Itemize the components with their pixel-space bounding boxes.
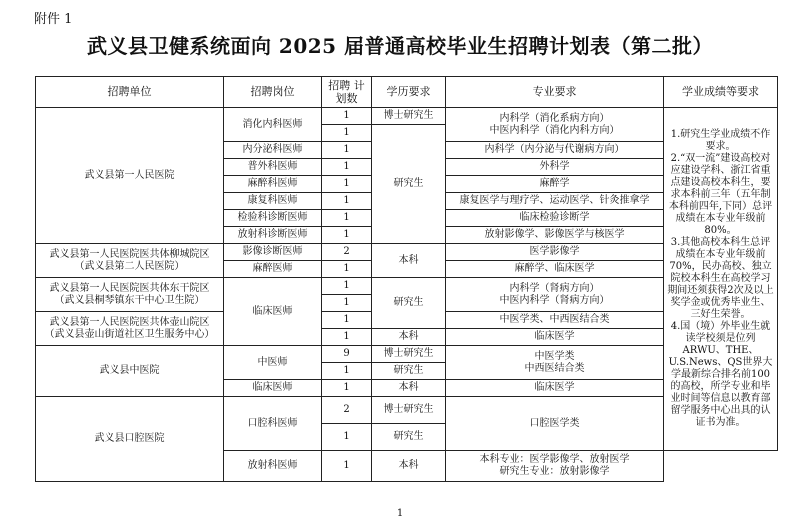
unit-cell: 武义县口腔医院 [36,397,224,482]
post-cell: 放射科诊断医师 [224,227,322,244]
post-cell: 麻醉医师 [224,261,322,278]
major-cell: 临床医学 [446,329,664,346]
count-cell: 2 [322,244,372,261]
major-cell: 内科学（肾病方向） 中医内科学（肾病方向） [446,278,664,312]
edu-cell: 博士研究生 [372,346,446,363]
count-cell: 1 [322,210,372,227]
edu-cell: 研究生 [372,125,446,244]
post-cell: 临床医师 [224,380,322,397]
major-cell: 麻醉学 [446,176,664,193]
post-cell: 康复科医师 [224,193,322,210]
table-header-row [36,77,778,108]
edu-cell: 研究生 [372,363,446,380]
post-cell: 消化内科医师 [224,108,322,142]
count-cell: 1 [322,451,372,482]
edu-cell: 本科 [372,380,446,397]
edu-cell: 博士研究生 [372,397,446,424]
unit-cell: 武义县第一人民医院医共体壶山院区 （武义县壶山街道社区卫生服务中心） [36,312,224,346]
major-cell: 本科专业：医学影像学、放射医学 研究生专业：放射影像学 [446,451,664,482]
edu-cell: 本科 [372,244,446,278]
major-cell: 临床医学 [446,380,664,397]
post-cell: 口腔科医师 [224,397,322,451]
header-grade: 学业成绩等要求 [664,77,778,108]
count-cell: 1 [322,380,372,397]
count-cell: 1 [322,312,372,329]
post-cell: 中医师 [224,346,322,380]
count-cell: 1 [322,227,372,244]
unit-cell: 武义县第一人民医院医共体东干院区 （武义县桐琴镇东干中心卫生院） [36,278,224,312]
edu-cell: 本科 [372,329,446,346]
count-cell: 1 [322,424,372,451]
post-cell: 普外科医师 [224,159,322,176]
edu-cell: 博士研究生 [372,108,446,125]
unit-cell: 武义县第一人民医院医共体柳城院区 （武义县第二人民医院） [36,244,224,278]
header-unit: 招聘单位 [36,77,224,108]
document-title: 武义县卫健系统面向 2025 届普通高校毕业生招聘计划表（第二批） [86,34,714,58]
count-cell: 9 [322,346,372,363]
table-row [36,108,778,125]
header-major: 专业要求 [446,77,664,108]
major-cell: 内科学（消化系病方向） 中医内科学（消化内科方向） [446,108,664,142]
grade-requirements-note: 1.研究生学业成绩不作要求。 2.“双一流”建设高校对应建设学科、浙江省重点建设高校本科生，要求本科前三年（五年制本科前四年,下同）总评成绩在本专业年级前80%。 3.其他高校本科生总评成绩在本专业年级前70%，民办高校、独立院校本科生在高校学习期间还须获得2次及以上奖学金或优秀毕业生、三好生荣誉。 4.国（境）外毕业生就读学校须是位列ARWU、THE、U.S.News、QS世界大学最新综合排名前100的高校，所学专业和毕业时间等信息以教育部留学服务中心出具的认证书为准。 [664,108,778,451]
count-cell: 1 [322,125,372,142]
count-cell: 1 [322,108,372,125]
header-post: 招聘岗位 [224,77,322,108]
count-cell: 1 [322,261,372,278]
major-cell: 放射影像学、影像医学与核医学 [446,227,664,244]
major-cell: 口腔医学类 [446,397,664,451]
edu-cell: 研究生 [372,278,446,329]
major-cell: 外科学 [446,159,664,176]
count-cell: 1 [322,278,372,295]
edu-cell: 本科 [372,451,446,482]
post-cell: 影像诊断医师 [224,244,322,261]
major-cell: 内科学（内分泌与代谢病方向） [446,142,664,159]
post-cell: 临床医师 [224,278,322,346]
count-cell: 1 [322,193,372,210]
major-cell: 中医学类、中西医结合类 [446,312,664,329]
edu-cell: 研究生 [372,424,446,451]
count-cell: 1 [322,329,372,346]
major-cell: 中医学类 中西医结合类 [446,346,664,380]
count-cell: 1 [322,142,372,159]
unit-cell: 武义县第一人民医院 [36,108,224,244]
page-number: 1 [396,508,404,519]
post-cell: 内分泌科医师 [224,142,322,159]
attachment-label: 附件 1 [34,12,73,27]
major-cell: 麻醉学、临床医学 [446,261,664,278]
post-cell: 放射科医师 [224,451,322,482]
header-education: 学历要求 [372,77,446,108]
major-cell: 医学影像学 [446,244,664,261]
count-cell: 1 [322,363,372,380]
header-count: 招聘 计划数 [322,77,372,108]
major-cell: 康复医学与理疗学、运动医学、针灸推拿学 [446,193,664,210]
count-cell: 2 [322,397,372,424]
recruitment-plan-table [35,76,778,482]
count-cell: 1 [322,176,372,193]
count-cell: 1 [322,295,372,312]
count-cell: 1 [322,159,372,176]
post-cell: 检验科诊断医师 [224,210,322,227]
major-cell: 临床检验诊断学 [446,210,664,227]
unit-cell: 武义县中医院 [36,346,224,397]
post-cell: 麻醉科医师 [224,176,322,193]
